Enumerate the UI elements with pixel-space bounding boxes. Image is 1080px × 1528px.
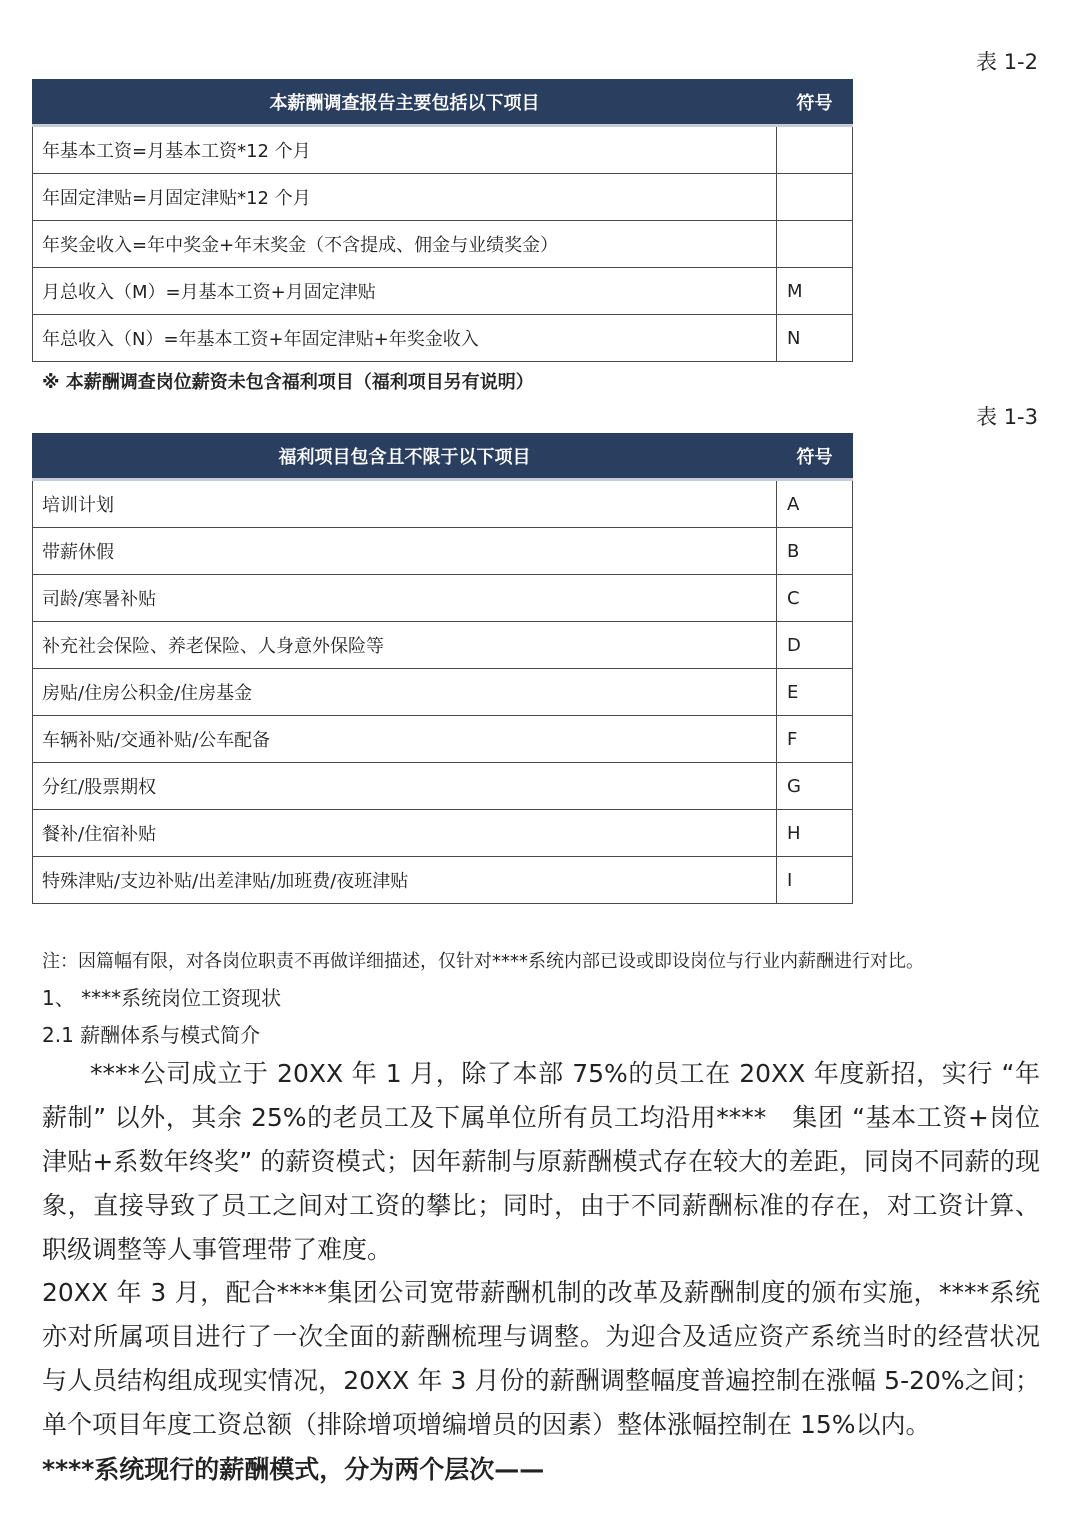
table-cell-symbol bbox=[777, 126, 853, 174]
table-cell-item: 补充社会保险、养老保险、人身意外保险等 bbox=[33, 622, 777, 669]
table-row bbox=[33, 126, 853, 174]
table-cell-item: 培训计划 bbox=[33, 480, 777, 528]
table-row bbox=[33, 174, 853, 221]
table-cell-symbol bbox=[777, 174, 853, 221]
table-cell-symbol: F bbox=[777, 716, 853, 763]
table-cell-symbol: N bbox=[777, 315, 853, 362]
table-cell-symbol: H bbox=[777, 810, 853, 857]
table-row bbox=[33, 315, 853, 362]
benefits-table bbox=[32, 433, 853, 904]
table-row bbox=[33, 669, 853, 716]
table-cell-symbol: B bbox=[777, 528, 853, 575]
table-cell-item: 年基本工资=月基本工资*12 个月 bbox=[33, 126, 777, 174]
note: 注：因篇幅有限，对各岗位职责不再做详细描述，仅针对****系统内部已设或即设岗位与行业内薪酬进行对比。 bbox=[42, 951, 924, 972]
table-header-item: 本薪酬调查报告主要包括以下项目 bbox=[33, 80, 777, 126]
table-cell-item: 年总收入（N）=年基本工资+年固定津贴+年奖金收入 bbox=[33, 315, 777, 362]
table-cell-symbol: G bbox=[777, 763, 853, 810]
table-row bbox=[33, 575, 853, 622]
paragraph: 20XX 年 3 月，配合****集团公司宽带薪酬机制的改革及薪酬制度的颁布实施，****系统亦对所属项目进行了一次全面的薪酬梳理与调整。为迎合及适应资产系统当时的经营状况与人员结构组成现实情况，20XX 年 3 月份的薪酬调整幅度普遍控制在涨幅 5-20%之间；单个项目年度工资总额（排除增项增编增员的因素）整体涨幅控制在 15%以内。 bbox=[42, 1278, 1040, 1439]
table-footnote: ※ 本薪酬调查岗位薪资未包含福利项目（福利项目另有说明） bbox=[42, 372, 534, 393]
table-cell-item: 年固定津贴=月固定津贴*12 个月 bbox=[33, 174, 777, 221]
subsection-heading: 2.1 薪酬体系与模式简介 bbox=[42, 1023, 261, 1047]
table-cell-item: 司龄/寒暑补贴 bbox=[33, 575, 777, 622]
table-row bbox=[33, 480, 853, 528]
table-row bbox=[33, 716, 853, 763]
table-row bbox=[33, 528, 853, 575]
table-cell-item: 房贴/住房公积金/住房基金 bbox=[33, 669, 777, 716]
table-row bbox=[33, 857, 853, 904]
table-cell-item: 特殊津贴/支边补贴/出差津贴/加班费/夜班津贴 bbox=[33, 857, 777, 904]
table-cell-item: 车辆补贴/交通补贴/公车配备 bbox=[33, 716, 777, 763]
table-caption-1-3: 表 1-3 bbox=[976, 405, 1038, 429]
table-cell-item: 年奖金收入=年中奖金+年末奖金（不含提成、佣金与业绩奖金） bbox=[33, 221, 777, 268]
table-cell-item: 月总收入（M）=月基本工资+月固定津贴 bbox=[33, 268, 777, 315]
table-row bbox=[33, 763, 853, 810]
closing-line: ****系统现行的薪酬模式，分为两个层次—— bbox=[42, 1455, 545, 1484]
table-row bbox=[33, 810, 853, 857]
table-header-row bbox=[33, 434, 853, 480]
table-header-item: 福利项目包含且不限于以下项目 bbox=[33, 434, 777, 480]
section-heading: 1、 ****系统岗位工资现状 bbox=[42, 986, 282, 1010]
table-cell-item: 餐补/住宿补贴 bbox=[33, 810, 777, 857]
table-cell-item: 带薪休假 bbox=[33, 528, 777, 575]
table-cell-symbol: I bbox=[777, 857, 853, 904]
table-row bbox=[33, 221, 853, 268]
table-caption-1-2: 表 1-2 bbox=[976, 50, 1038, 74]
table-cell-symbol: D bbox=[777, 622, 853, 669]
table-cell-symbol bbox=[777, 221, 853, 268]
table-header-symbol: 符号 bbox=[777, 434, 853, 480]
table-cell-symbol: A bbox=[777, 480, 853, 528]
table-header-symbol: 符号 bbox=[777, 80, 853, 126]
salary-items-table bbox=[32, 79, 853, 362]
paragraph: ****公司成立于 20XX 年 1 月，除了本部 75%的员工在 20XX 年度新招，实行 “年薪制” 以外，其余 25%的老员工及下属单位所有员工均沿用**** 集团 “基本工资+岗位津贴+系数年终奖” 的薪资模式；因年薪制与原薪酬模式存在较大的差距，同岗不同薪的现象，直接导致了员工之间对工资的攀比；同时，由于不同薪酬标准的存在，对工资计算、职级调整等人事管理带了难度。 bbox=[42, 1059, 1040, 1264]
table-row bbox=[33, 622, 853, 669]
table-header-row bbox=[33, 80, 853, 126]
table-cell-symbol: C bbox=[777, 575, 853, 622]
table-cell-symbol: E bbox=[777, 669, 853, 716]
table-row bbox=[33, 268, 853, 315]
table-cell-symbol: M bbox=[777, 268, 853, 315]
table-cell-item: 分红/股票期权 bbox=[33, 763, 777, 810]
